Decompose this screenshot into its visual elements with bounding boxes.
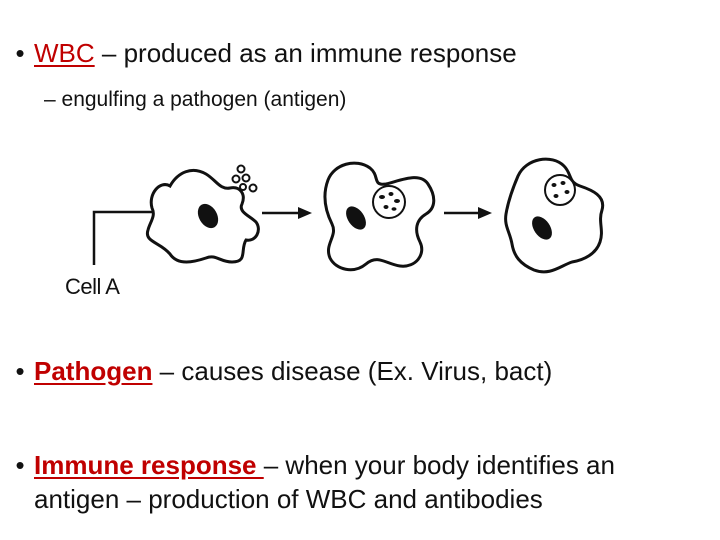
keyword-immune-response: Immune response [34,450,264,480]
bullet-immune-rest: – when your body identifies an antigen – production of WBC and antibodies [34,450,615,514]
bullet-pathogen [6,354,552,388]
bullet-marker: • [15,356,25,386]
sub-bullet-engulfing: – engulfing a pathogen (antigen) [44,88,347,111]
bullet-wbc-rest: – produced as an immune response [94,38,517,68]
bullet-immune-response [6,448,706,516]
keyword-wbc: WBC [34,38,95,68]
vacuole-3 [545,175,575,205]
vacuole-2 [373,186,405,218]
keyword-pathogen: Pathogen [34,356,153,386]
cell-a-pointer-line [94,212,152,265]
bullet-text [34,36,517,70]
bullet-text [34,448,694,516]
bullet-marker: • [15,38,25,68]
bullet-marker: • [15,450,25,480]
cell-a-label: Cell A [65,274,120,299]
arrow-1 [262,207,312,219]
phagocytosis-diagram [60,150,620,290]
bullet-text [34,354,552,388]
bullet-pathogen-rest: – causes disease (Ex. Virus, bact) [152,356,553,386]
wbc-cell-2 [325,163,434,270]
bullet-wbc [6,36,517,70]
arrow-2 [444,207,492,219]
